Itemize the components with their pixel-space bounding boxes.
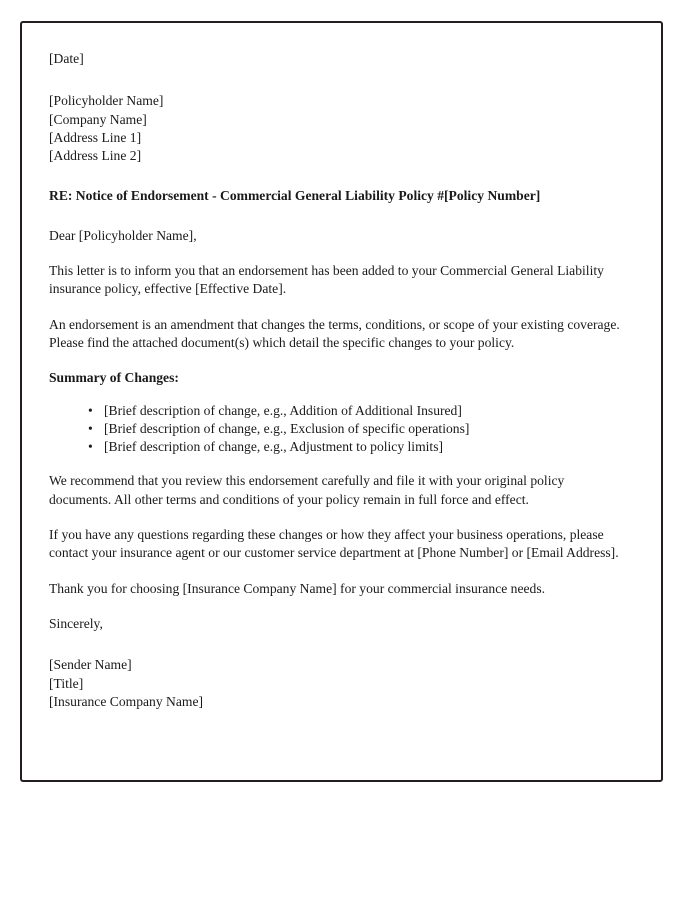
recipient-company: [Company Name] (49, 111, 147, 127)
letter-content (49, 50, 627, 711)
bullet-icon: • (88, 402, 93, 418)
date-placeholder: [Date] (49, 51, 84, 66)
change-item-text: [Brief description of change, e.g., Exclusion of specific operations] (104, 420, 470, 436)
list-item (88, 420, 627, 438)
subject-block (49, 187, 627, 205)
sender-company: [Insurance Company Name] (49, 693, 204, 709)
paragraph-1-block (49, 262, 627, 299)
salutation-block (49, 227, 627, 245)
recipient-address-line-1: [Address Line 1] (49, 129, 142, 145)
date-block (49, 50, 627, 68)
changes-list (49, 402, 627, 457)
list-item (88, 402, 627, 420)
letter-page-border (20, 21, 663, 782)
list-item (88, 438, 627, 456)
recipient-name: [Policyholder Name] (49, 93, 164, 109)
recipient-address-line-2: [Address Line 2] (49, 148, 142, 164)
signature-block (49, 656, 627, 711)
paragraph-5-block (49, 580, 627, 598)
change-item-text: [Brief description of change, e.g., Addition of Additional Insured] (104, 402, 462, 418)
subject-line: RE: Notice of Endorsement - Commercial General Liability Policy #[Policy Number] (49, 188, 541, 204)
paragraph-1: This letter is to inform you that an endorsement has been added to your Commercial General Liability insurance policy, effective [Effective Date]. (49, 263, 604, 297)
paragraph-2-block (49, 316, 627, 353)
paragraph-3-block (49, 472, 627, 509)
paragraph-4: If you have any questions regarding these changes or how they affect your business operations, please contact your insurance agent or our customer service department at [Phone Number] or [Email Address]. (49, 527, 619, 561)
closing-block (49, 615, 627, 633)
salutation: Dear [Policyholder Name], (49, 227, 197, 243)
recipient-address-block (49, 92, 627, 165)
paragraph-5: Thank you for choosing [Insurance Company Name] for your commercial insurance needs. (49, 580, 546, 596)
change-item-text: [Brief description of change, e.g., Adjustment to policy limits] (104, 439, 444, 455)
paragraph-2: An endorsement is an amendment that changes the terms, conditions, or scope of your existing coverage. Please find the attached document(s) which detail the specific changes to your policy. (49, 316, 620, 350)
sender-title: [Title] (49, 675, 84, 691)
closing: Sincerely, (49, 615, 103, 631)
summary-heading-block (49, 369, 627, 387)
bullet-icon: • (88, 420, 93, 436)
paragraph-3: We recommend that you review this endorsement carefully and file it with your original policy documents. All other terms and conditions of your policy remain in full force and effect. (49, 473, 565, 507)
bullet-icon: • (88, 439, 93, 455)
sender-name: [Sender Name] (49, 657, 132, 673)
paragraph-4-block (49, 526, 627, 563)
summary-of-changes-heading: Summary of Changes: (49, 370, 179, 386)
